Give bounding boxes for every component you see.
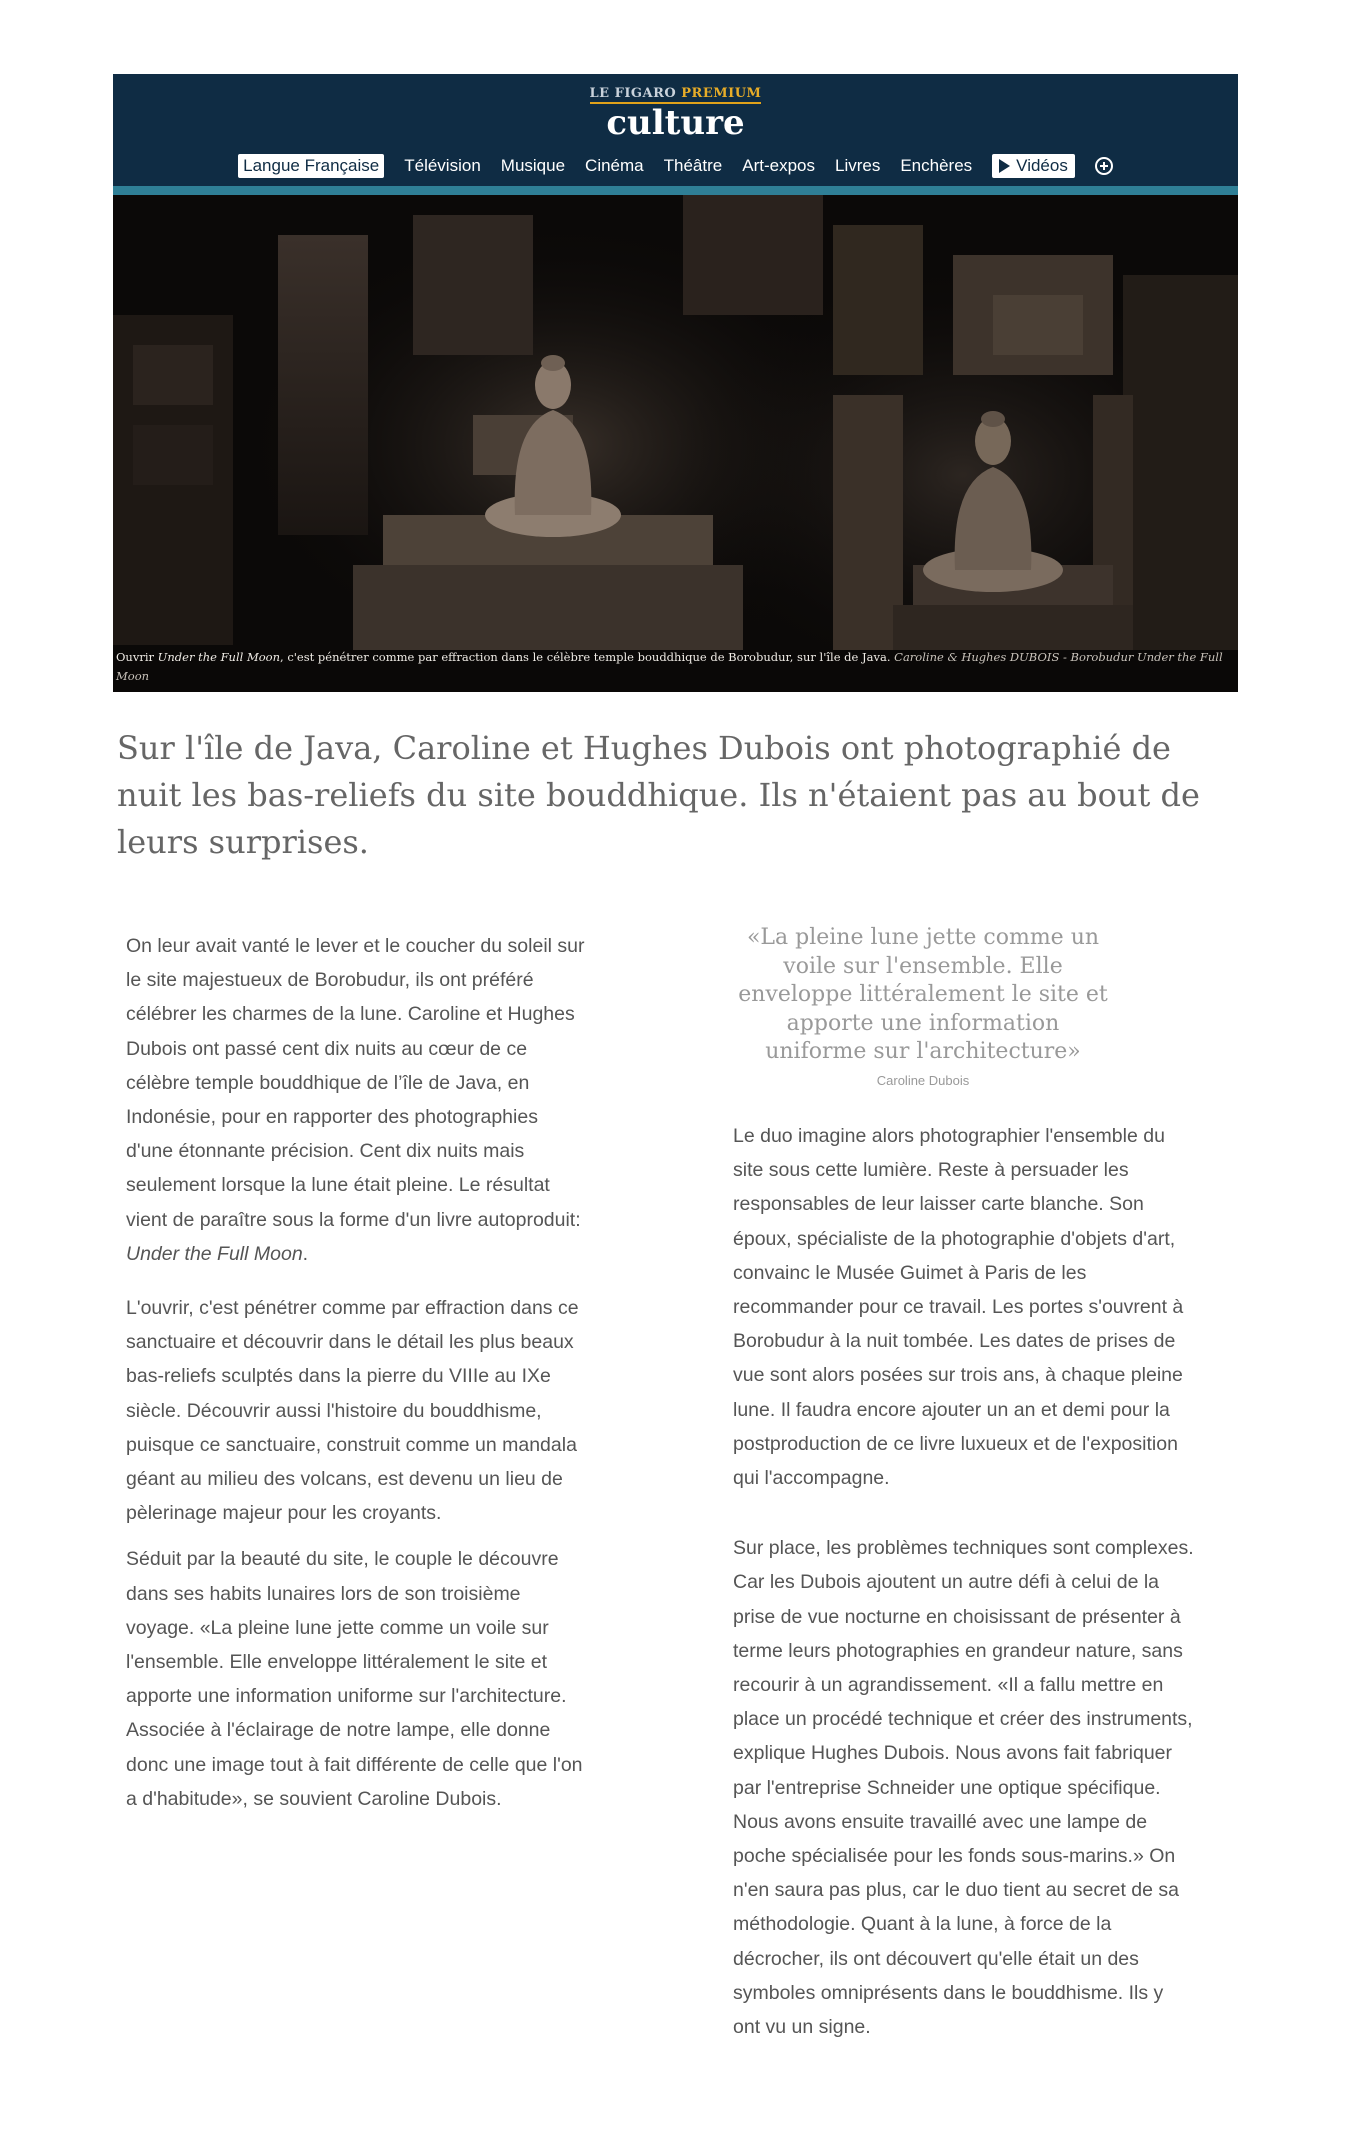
nav-item-livres[interactable]: Livres: [834, 156, 881, 175]
paragraph: Sur place, les problèmes techniques sont complexes. Car les Dubois ajoutent un autre défi à celui de la prise de vue nocturne en choisissant de présenter à terme leurs photographies en grandeur nature, sans recourir à un agrandissement. «Il a fallu mettre en place un procédé technique et créer des instruments, explique Hughes Dubois. Nous avons fait fabriquer par l'entreprise Schneider une optique spécifique. Nous avons ensuite travaillé avec une lampe de poche spécialisée pour les fonds sous-marins.» On n'en saura pas plus, car le duo tient au secret de sa méthodologie. Quant à la lune, à force de la décrocher, ils ont découvert qu'elle était un des symboles omniprésents dans le bouddhisme. Ils y ont vu un signe.: [733, 1537, 1194, 2039]
nav-item-musique[interactable]: Musique: [500, 156, 566, 175]
temple-buddhas-photo: [113, 195, 1238, 692]
header-accent-bar: [113, 186, 1238, 195]
brand-figaro-premium: LE FIGARO PREMIUM: [590, 86, 762, 104]
paragraph: Séduit par la beauté du site, le couple le découvre dans ses habits lunaires lors de son troisième voyage. «La pleine lune jette comme un voile sur l'ensemble. Elle enveloppe littéralement le site et apporte une information uniforme sur l'architecture. Associée à l'éclairage de notre lampe, elle donne donc une image tout à fait différente de celle que l'on a d'habitude», se souvient Caroline Dubois.: [126, 1548, 583, 1810]
pull-quote-text: «La pleine lune jette comme un voile sur l'ensemble. Elle enveloppe littéralement le site et apporte une information uniforme sur l'architecture»: [738, 925, 1108, 1064]
nav-item-cinema[interactable]: Cinéma: [585, 156, 644, 175]
videos-label: Vidéos: [1016, 156, 1068, 175]
hero-photo: [113, 195, 1238, 692]
paragraph: L'ouvrir, c'est pénétrer comme par effraction dans ce sanctuaire et découvrir dans le détail les plus beaux bas-reliefs sculptés dans la pierre du VIIIe au IXe siècle. Découvrir aussi l'histoire du bouddhisme, puisque ce sanctuaire, construit comme un mandala géant au milieu des volcans, est devenu un lieu de pèlerinage majeur pour les croyants.: [126, 1297, 579, 1525]
article-lead: Sur l'île de Java, Caroline et Hughes Dubois ont photographié de nuit les bas-reliefs du site bouddhique. Ils n'étaient pas au bout de leurs surprises.: [117, 729, 1200, 861]
article-column-left: [126, 929, 586, 1816]
main-nav: [113, 154, 1238, 178]
nav-item-television[interactable]: Télévision: [404, 156, 481, 175]
nav-item-videos[interactable]: [992, 154, 1075, 178]
photo-credit: Caroline & Hughes DUBOIS - Borobudur Under the Full Moon: [116, 650, 1223, 683]
paragraph: Le duo imagine alors photographier l'ensemble du site sous cette lumière. Reste à persuader les responsables de leur laisser carte blanche. Son époux, spécialiste de la photographie d'objets d'art, convainc le Musée Guimet à Paris de les recommander pour ce travail. Les portes s'ouvrent à Borobudur à la nuit tombée. Les dates de prises de vue sont alors posées sur trois ans, à chaque pleine lune. Il faudra encore ajouter un an et demi pour la postproduction de ce livre luxueux et de l'exposition qui l'accompagne.: [733, 1125, 1184, 1490]
pull-quote: [733, 924, 1113, 1088]
pull-quote-author: Caroline Dubois: [876, 1072, 970, 1088]
article-column-right: [733, 1119, 1195, 2044]
more-sections-plus-icon[interactable]: [1095, 157, 1113, 175]
play-icon: [999, 159, 1010, 173]
hero-caption: Ouvrir Under the Full Moon, c'est pénétrer comme par effraction dans le célèbre temple bouddhique de Borobudur, sur l'île de Java. Caroline & Hughes DUBOIS - Borobudur Under the Full Moon: [116, 650, 1223, 683]
nav-item-theatre[interactable]: Théâtre: [663, 156, 723, 175]
paragraph: On leur avait vanté le lever et le coucher du soleil sur le site majestueux de Borobudur, ils ont préféré célébrer les charmes de la lune. Caroline et Hughes Dubois ont passé cent dix nuits au cœur de ce célèbre temple bouddhique de l’île de Java, en Indonésie, pour en rapporter des photographies d'une étonnante précision. Cent dix nuits mais seulement lorsque la lune était pleine. Le résultat vient de paraître sous la forme d'un livre autoproduit: Under the Full Moon.: [126, 935, 585, 1265]
brand-culture: culture: [606, 103, 745, 143]
nav-item-art-expos[interactable]: Art-expos: [742, 156, 815, 175]
brand-logo[interactable]: [113, 84, 1238, 143]
nav-item-encheres[interactable]: Enchères: [900, 156, 973, 175]
site-header: [113, 74, 1238, 186]
nav-item-langue-francaise[interactable]: Langue Française: [238, 154, 384, 178]
